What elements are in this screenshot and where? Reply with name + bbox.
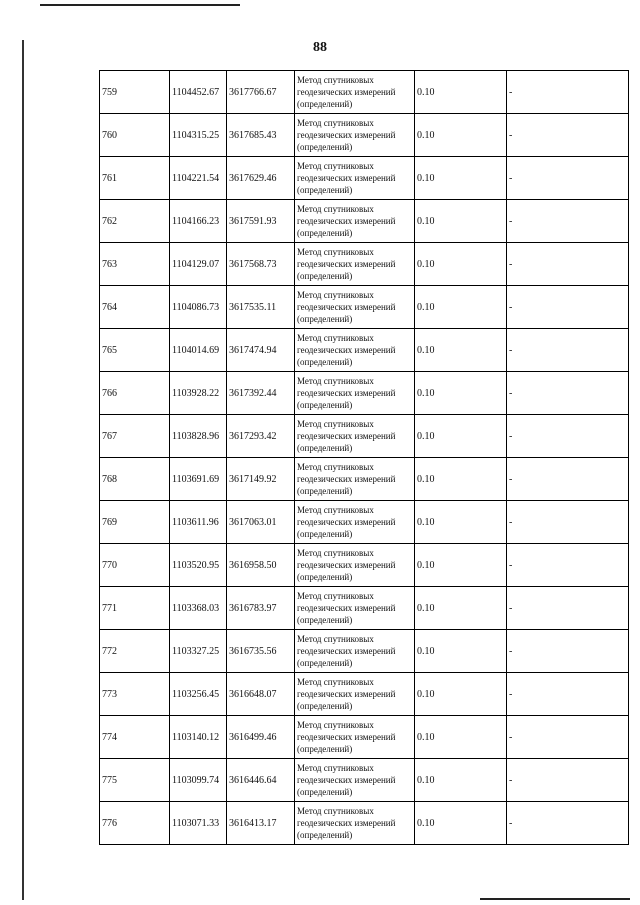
y-coordinate-cell: 3616413.17: [227, 802, 295, 845]
method-cell: Метод спутниковых геодезических измерений (определений): [295, 587, 415, 630]
left-margin-line: [22, 40, 24, 900]
bottom-scan-rule: [480, 898, 630, 900]
note-cell: -: [507, 501, 629, 544]
x-coordinate-cell: 1103368.03: [170, 587, 227, 630]
table-row: [100, 243, 629, 286]
precision-cell: 0.10: [415, 458, 507, 501]
precision-cell: 0.10: [415, 200, 507, 243]
method-cell: Метод спутниковых геодезических измерений (определений): [295, 544, 415, 587]
x-coordinate-cell: 1103691.69: [170, 458, 227, 501]
note-cell: -: [507, 157, 629, 200]
point-number-cell: 763: [100, 243, 170, 286]
precision-cell: 0.10: [415, 243, 507, 286]
point-number-cell: 769: [100, 501, 170, 544]
note-cell: -: [507, 243, 629, 286]
note-cell: -: [507, 329, 629, 372]
y-coordinate-cell: 3617629.46: [227, 157, 295, 200]
x-coordinate-cell: 1104086.73: [170, 286, 227, 329]
x-coordinate-cell: 1103256.45: [170, 673, 227, 716]
y-coordinate-cell: 3617293.42: [227, 415, 295, 458]
table-row: [100, 157, 629, 200]
point-number-cell: 773: [100, 673, 170, 716]
note-cell: -: [507, 759, 629, 802]
table-row: [100, 759, 629, 802]
precision-cell: 0.10: [415, 415, 507, 458]
y-coordinate-cell: 3616446.64: [227, 759, 295, 802]
note-cell: -: [507, 544, 629, 587]
note-cell: -: [507, 286, 629, 329]
note-cell: -: [507, 114, 629, 157]
point-number-cell: 776: [100, 802, 170, 845]
point-number-cell: 767: [100, 415, 170, 458]
y-coordinate-cell: 3616648.07: [227, 673, 295, 716]
method-cell: Метод спутниковых геодезических измерений (определений): [295, 286, 415, 329]
table-row: [100, 587, 629, 630]
table-row: [100, 114, 629, 157]
method-cell: Метод спутниковых геодезических измерений (определений): [295, 329, 415, 372]
y-coordinate-cell: 3617063.01: [227, 501, 295, 544]
y-coordinate-cell: 3617766.67: [227, 71, 295, 114]
precision-cell: 0.10: [415, 71, 507, 114]
point-number-cell: 760: [100, 114, 170, 157]
table-row: [100, 329, 629, 372]
note-cell: -: [507, 200, 629, 243]
y-coordinate-cell: 3616783.97: [227, 587, 295, 630]
x-coordinate-cell: 1103611.96: [170, 501, 227, 544]
point-number-cell: 762: [100, 200, 170, 243]
point-number-cell: 765: [100, 329, 170, 372]
method-cell: Метод спутниковых геодезических измерений (определений): [295, 157, 415, 200]
x-coordinate-cell: 1104014.69: [170, 329, 227, 372]
y-coordinate-cell: 3617591.93: [227, 200, 295, 243]
point-number-cell: 759: [100, 71, 170, 114]
note-cell: -: [507, 587, 629, 630]
method-cell: Метод спутниковых геодезических измерений (определений): [295, 673, 415, 716]
note-cell: -: [507, 372, 629, 415]
note-cell: -: [507, 630, 629, 673]
x-coordinate-cell: 1104452.67: [170, 71, 227, 114]
precision-cell: 0.10: [415, 630, 507, 673]
point-number-cell: 771: [100, 587, 170, 630]
method-cell: Метод спутниковых геодезических измерений (определений): [295, 415, 415, 458]
x-coordinate-cell: 1103520.95: [170, 544, 227, 587]
x-coordinate-cell: 1103828.96: [170, 415, 227, 458]
table-row: [100, 415, 629, 458]
note-cell: -: [507, 802, 629, 845]
method-cell: Метод спутниковых геодезических измерений (определений): [295, 716, 415, 759]
table-row: [100, 286, 629, 329]
table-row: [100, 200, 629, 243]
y-coordinate-cell: 3616958.50: [227, 544, 295, 587]
coordinates-table: [99, 70, 629, 845]
precision-cell: 0.10: [415, 286, 507, 329]
x-coordinate-cell: 1103928.22: [170, 372, 227, 415]
point-number-cell: 772: [100, 630, 170, 673]
point-number-cell: 774: [100, 716, 170, 759]
method-cell: Метод спутниковых геодезических измерений (определений): [295, 372, 415, 415]
table-row: [100, 458, 629, 501]
point-number-cell: 768: [100, 458, 170, 501]
method-cell: Метод спутниковых геодезических измерений (определений): [295, 114, 415, 157]
note-cell: -: [507, 716, 629, 759]
precision-cell: 0.10: [415, 329, 507, 372]
method-cell: Метод спутниковых геодезических измерений (определений): [295, 759, 415, 802]
point-number-cell: 770: [100, 544, 170, 587]
y-coordinate-cell: 3617685.43: [227, 114, 295, 157]
y-coordinate-cell: 3617535.11: [227, 286, 295, 329]
x-coordinate-cell: 1103140.12: [170, 716, 227, 759]
top-scan-rule: [40, 4, 240, 6]
method-cell: Метод спутниковых геодезических измерений (определений): [295, 71, 415, 114]
precision-cell: 0.10: [415, 716, 507, 759]
x-coordinate-cell: 1103327.25: [170, 630, 227, 673]
y-coordinate-cell: 3617392.44: [227, 372, 295, 415]
x-coordinate-cell: 1104315.25: [170, 114, 227, 157]
method-cell: Метод спутниковых геодезических измерений (определений): [295, 243, 415, 286]
table-row: [100, 71, 629, 114]
table-row: [100, 630, 629, 673]
table-row: [100, 372, 629, 415]
method-cell: Метод спутниковых геодезических измерений (определений): [295, 802, 415, 845]
coordinates-table-body: [100, 71, 629, 845]
page-number: 88: [313, 40, 327, 55]
precision-cell: 0.10: [415, 157, 507, 200]
method-cell: Метод спутниковых геодезических измерений (определений): [295, 501, 415, 544]
x-coordinate-cell: 1104166.23: [170, 200, 227, 243]
precision-cell: 0.10: [415, 501, 507, 544]
precision-cell: 0.10: [415, 544, 507, 587]
note-cell: -: [507, 415, 629, 458]
precision-cell: 0.10: [415, 802, 507, 845]
method-cell: Метод спутниковых геодезических измерений (определений): [295, 630, 415, 673]
table-row: [100, 802, 629, 845]
method-cell: Метод спутниковых геодезических измерений (определений): [295, 458, 415, 501]
precision-cell: 0.10: [415, 114, 507, 157]
precision-cell: 0.10: [415, 587, 507, 630]
note-cell: -: [507, 71, 629, 114]
table-row: [100, 716, 629, 759]
point-number-cell: 761: [100, 157, 170, 200]
y-coordinate-cell: 3616499.46: [227, 716, 295, 759]
precision-cell: 0.10: [415, 759, 507, 802]
precision-cell: 0.10: [415, 673, 507, 716]
y-coordinate-cell: 3617474.94: [227, 329, 295, 372]
y-coordinate-cell: 3616735.56: [227, 630, 295, 673]
table-row: [100, 673, 629, 716]
table-row: [100, 544, 629, 587]
x-coordinate-cell: 1104129.07: [170, 243, 227, 286]
x-coordinate-cell: 1103099.74: [170, 759, 227, 802]
point-number-cell: 766: [100, 372, 170, 415]
x-coordinate-cell: 1104221.54: [170, 157, 227, 200]
table-row: [100, 501, 629, 544]
y-coordinate-cell: 3617568.73: [227, 243, 295, 286]
method-cell: Метод спутниковых геодезических измерений (определений): [295, 200, 415, 243]
note-cell: -: [507, 673, 629, 716]
y-coordinate-cell: 3617149.92: [227, 458, 295, 501]
precision-cell: 0.10: [415, 372, 507, 415]
point-number-cell: 764: [100, 286, 170, 329]
note-cell: -: [507, 458, 629, 501]
x-coordinate-cell: 1103071.33: [170, 802, 227, 845]
point-number-cell: 775: [100, 759, 170, 802]
